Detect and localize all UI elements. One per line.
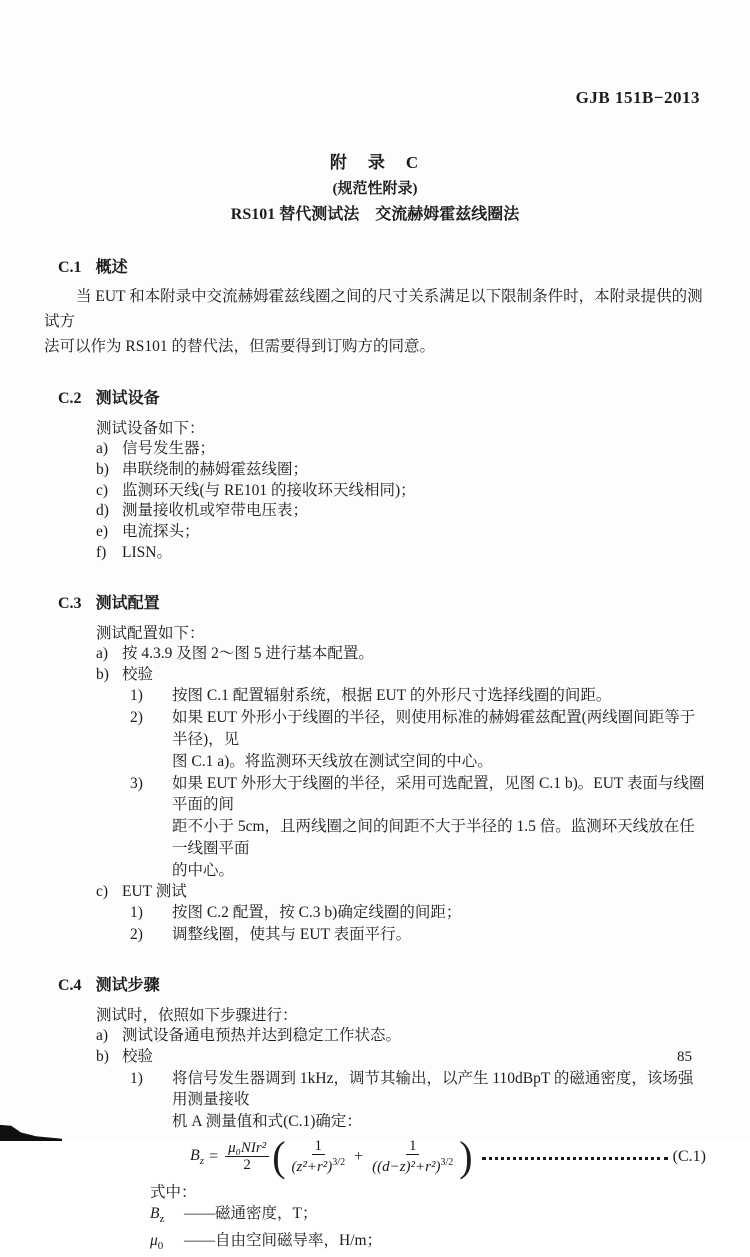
list-marker: a) — [96, 440, 109, 457]
list-item — [96, 644, 706, 665]
list-marker: c) — [96, 882, 109, 900]
list-marker: d) — [96, 502, 109, 520]
formula-label: (C.1) — [672, 1147, 706, 1165]
list-marker: a) — [96, 1026, 109, 1044]
list-text: EUT 测试 — [122, 882, 187, 900]
configuration-list — [96, 644, 706, 686]
list-marker: b) — [96, 460, 109, 478]
formula-c1 — [190, 1132, 706, 1181]
sub-text — [172, 1068, 706, 1133]
list-item — [96, 481, 706, 502]
list-text: 测量接收机或窄带电压表； — [122, 502, 309, 520]
section-c4-heading — [58, 975, 706, 997]
list-text: LISN。 — [122, 543, 172, 561]
list-item — [96, 460, 706, 481]
section-c3-heading — [58, 593, 706, 615]
right-paren: ) — [459, 1132, 473, 1181]
section-c1-heading — [58, 257, 706, 279]
definition-text: ——自由空间磁导率，H/m； — [184, 1232, 383, 1250]
term2-fraction: $\frac{1}{((d-z)^2+r^2)^{3/2}}$ — [372, 1138, 454, 1176]
sub-marker: 1) — [130, 904, 143, 922]
formula-lhs: $B_z$ — [190, 1146, 205, 1168]
list-text: 信号发生器； — [122, 440, 216, 457]
list-marker: b) — [96, 1047, 109, 1065]
title-block — [44, 0, 706, 228]
sub-text — [172, 902, 706, 924]
sub-line: 距不小于 5cm，且两线圈之间的间距不大于半径的 1.5 倍。监测环天线放在任一线圈平面 — [172, 818, 695, 857]
symbol-mu0: $\mu_0$ — [150, 1232, 164, 1253]
section-c2-heading — [58, 388, 706, 410]
section-c2-number: C.2 — [58, 390, 82, 407]
sub-marker: 3) — [130, 774, 143, 792]
sub-item — [130, 902, 706, 924]
list-text: 校验 — [122, 1047, 154, 1065]
calibration-sublist — [130, 685, 706, 881]
list-marker: a) — [96, 644, 109, 662]
sub-line: 如果 EUT 外形小于线圈的半径，则使用标准的赫姆霍兹配置(两线圈间距等于半径)，见 — [172, 709, 696, 748]
sub-item — [130, 707, 706, 772]
list-marker: c) — [96, 481, 109, 499]
configuration-list-continued — [96, 882, 706, 903]
list-item — [96, 665, 706, 686]
list-marker: f) — [96, 543, 107, 561]
list-item — [96, 882, 706, 903]
sub-line: 调整线圈，使其与 EUT 表面平行。 — [172, 926, 412, 944]
left-paren: ( — [272, 1132, 286, 1181]
definition-line — [150, 1203, 706, 1230]
section-c3-title: 测试配置 — [95, 594, 160, 612]
sub-text — [172, 707, 706, 772]
paragraph-line: 当 EUT 和本附录中交流赫姆霍兹线圈之间的尺寸关系满足以下限制条件时，本附录提供的测试方 — [44, 288, 703, 330]
doc-code: GJB 151B−2013 — [575, 88, 700, 107]
equals-sign: = — [209, 1147, 219, 1165]
sub-item — [130, 1068, 706, 1133]
coefficient-fraction: $\frac{\text{μ₀NIr²}}{2}$ — [225, 1140, 269, 1173]
appendix-type: (规范性附录) — [332, 181, 418, 197]
section-c2-title: 测试设备 — [95, 390, 160, 407]
paragraph-line: 法可以作为 RS101 的替代法，但需要得到订购方的同意。 — [44, 338, 435, 355]
section-c4-title: 测试步骤 — [95, 976, 160, 994]
sub-line: 图 C.1 a)。将监测环天线放在测试空间的中心。 — [172, 752, 493, 770]
eut-test-sublist — [130, 902, 706, 946]
list-marker: e) — [96, 523, 109, 541]
list-text: 测试设备通电预热并达到稳定工作状态。 — [122, 1026, 402, 1044]
equipment-list — [96, 439, 706, 564]
sub-marker: 2) — [130, 709, 143, 727]
list-item — [96, 522, 706, 543]
procedure-sublist — [130, 1068, 706, 1133]
list-item — [96, 543, 706, 564]
sub-item — [130, 924, 706, 946]
list-text: 监测环天线(与 RE101 的接收环天线相同)； — [122, 481, 416, 499]
section-c2-intro: 测试设备如下： — [96, 420, 205, 437]
list-item — [96, 439, 706, 460]
list-text: 电流探头； — [122, 523, 200, 541]
formula-math — [190, 1132, 474, 1181]
list-item — [96, 1026, 706, 1047]
section-c4-intro: 测试时，依照如下步骤进行： — [96, 1006, 298, 1024]
sub-text — [172, 773, 706, 882]
sub-text — [172, 685, 706, 707]
sub-line: 将信号发生器调到 1kHz，调节其输出，以产生 110dBpT 的磁通密度，该场强用测量接收 — [172, 1069, 694, 1109]
list-text: 校验 — [122, 665, 154, 683]
method-title: RS101 替代测试法 交流赫姆霍兹线圈法 — [230, 206, 520, 223]
sub-text — [172, 924, 706, 946]
term1-fraction: $\frac{1}{(z^2+r^2)^{3/2}}$ — [291, 1138, 346, 1176]
plus-sign: + — [354, 1147, 364, 1165]
sub-line: 机 A 测量值和式(C.1)确定： — [172, 1113, 362, 1131]
section-c3-number: C.3 — [58, 594, 82, 612]
section-c3-intro: 测试配置如下： — [96, 624, 205, 642]
list-marker: b) — [96, 665, 109, 683]
definition-line — [150, 1230, 706, 1257]
definition-text: ——磁通密度，T； — [184, 1204, 318, 1222]
procedure-list — [96, 1026, 706, 1068]
sub-line: 的中心。 — [172, 861, 235, 879]
sub-marker: 2) — [130, 926, 143, 944]
dotted-leader — [482, 1157, 668, 1160]
list-text: 串联绕制的赫姆霍兹线圈； — [122, 460, 309, 478]
section-c1-paragraph — [44, 284, 706, 359]
sub-item — [130, 773, 706, 882]
page-content — [44, 0, 706, 1257]
appendix-title: 附 录 C — [329, 153, 421, 172]
list-item — [96, 1047, 706, 1068]
list-item — [96, 501, 706, 522]
section-c4-number: C.4 — [58, 976, 82, 994]
section-c1-title: 概述 — [95, 259, 128, 276]
sub-item — [130, 685, 706, 707]
symbol-bz: $B_z$ — [150, 1204, 165, 1226]
section-c1-number: C.1 — [58, 259, 82, 276]
sub-line: 如果 EUT 外形大于线圈的半径，采用可选配置，见图 C.1 b)。EUT 表面与线圈平面的间 — [172, 774, 705, 814]
sub-line: 按图 C.1 配置辐射系统，根据 EUT 的外形尺寸选择线圈的间距。 — [172, 687, 612, 705]
sub-line: 按图 C.2 配置，按 C.3 b)确定线圈的间距； — [172, 904, 462, 922]
sub-marker: 1) — [130, 687, 143, 705]
page-number: 85 — [677, 1049, 692, 1065]
sub-marker: 1) — [130, 1069, 143, 1087]
where-intro: 式中： — [150, 1183, 197, 1201]
list-text: 按 4.3.9 及图 2～图 5 进行基本配置。 — [122, 644, 374, 662]
